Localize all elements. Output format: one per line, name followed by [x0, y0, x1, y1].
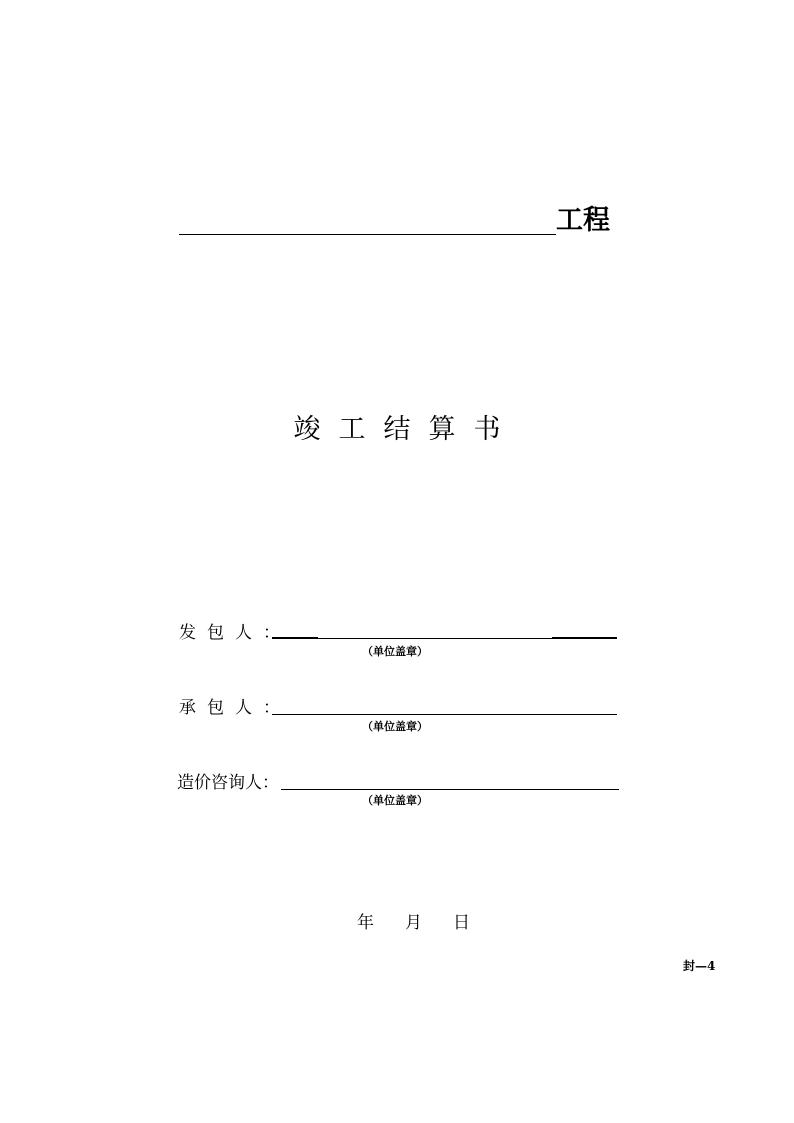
- contractor-line: [272, 714, 617, 715]
- employer-line-middle: [318, 638, 552, 639]
- employer-seal-note: （单位盖章）: [362, 645, 428, 658]
- employer-line-right: [552, 637, 617, 639]
- project-name-line: [179, 234, 556, 235]
- page-code: 封—4: [683, 959, 716, 973]
- cost-consultant-label: 造价咨询人：: [177, 773, 279, 793]
- date-year: 年: [357, 913, 374, 933]
- date-month: 月: [405, 913, 422, 933]
- contractor-label: 承包人：: [179, 698, 291, 718]
- cost-consultant-seal-note: （单位盖章）: [362, 794, 428, 807]
- document-title: 竣工结算书: [293, 414, 519, 445]
- employer-label: 发包人：: [179, 623, 291, 643]
- project-suffix: 工程: [556, 205, 610, 236]
- cost-consultant-line: [281, 789, 619, 790]
- contractor-seal-note: （单位盖章）: [362, 720, 428, 733]
- date-day: 日: [453, 913, 470, 933]
- employer-line-left: [272, 637, 318, 639]
